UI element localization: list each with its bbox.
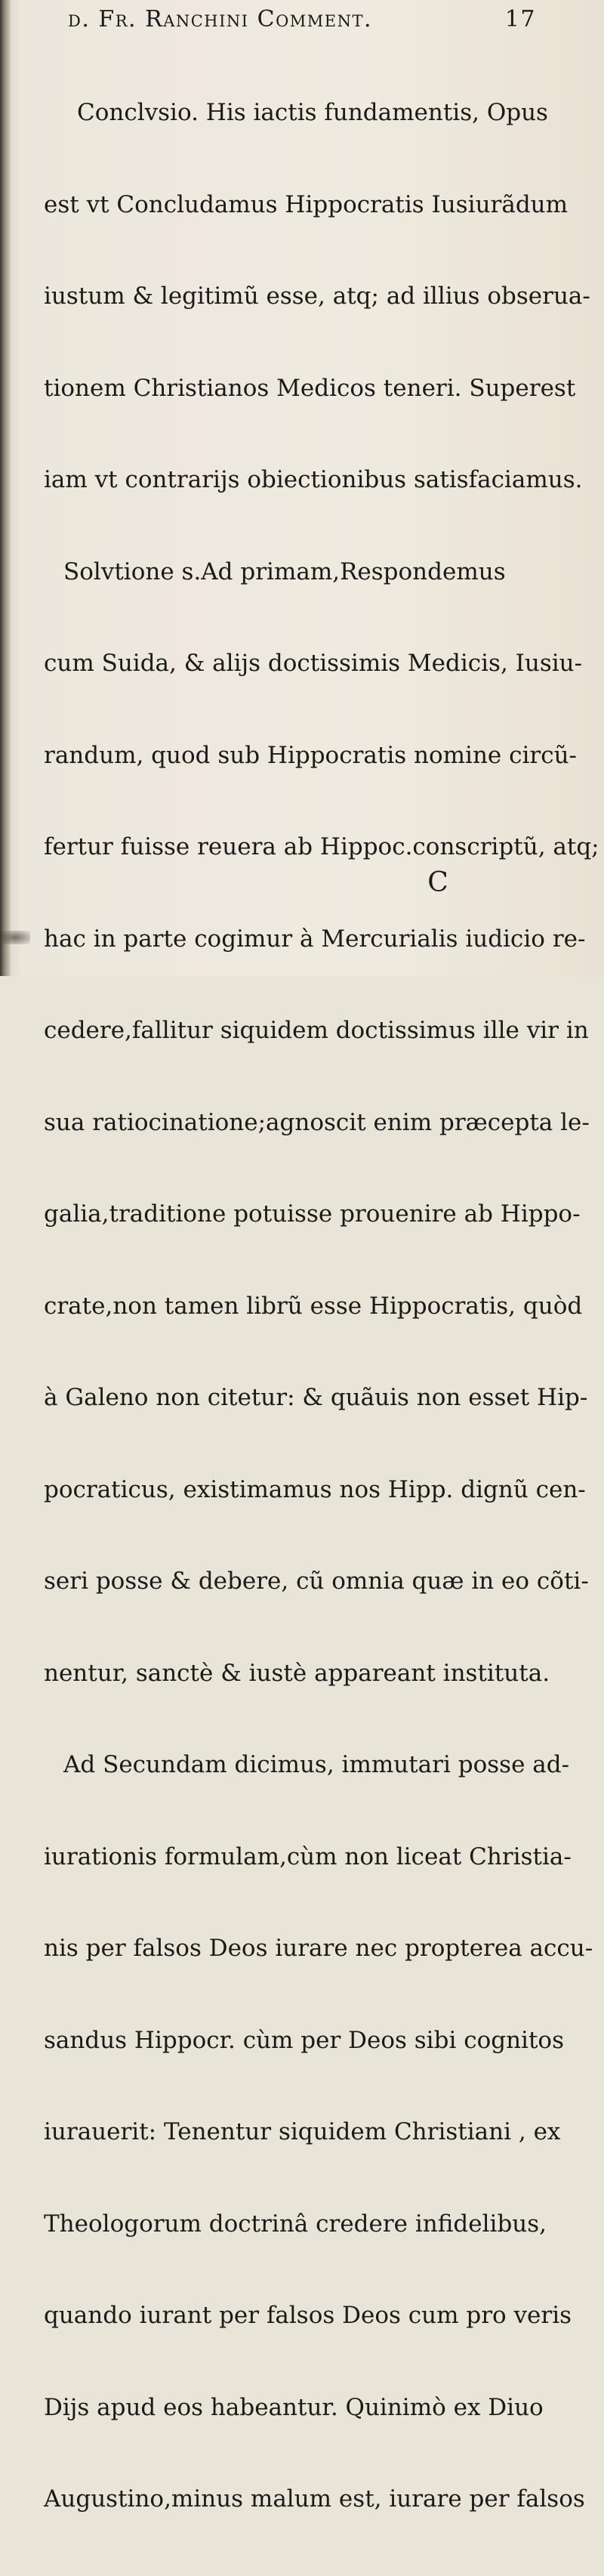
header-title: d. Fr. Ranchini Comment. (68, 6, 373, 32)
text-line: quando iurant per falsos Deos cum pro veris (44, 2302, 572, 2329)
text-line: nis per falsos Deos iurare nec propterea accu- (44, 1935, 593, 1962)
text-line: fertur fuisse reuera ab Hippoc.conscriptũ, atq; (44, 833, 599, 860)
text-line: cum Suida, & alijs doctissimis Medicis, Iusiu- (44, 650, 583, 677)
running-header (68, 6, 536, 36)
text-line: randum, quod sub Hippocratis nomine circũ- (44, 741, 578, 769)
page-number: 17 (504, 6, 536, 32)
text-line: sandus Hippocr. cùm per Deos sibi cognitos (44, 2026, 564, 2054)
text-line: à Galeno non citetur: & quãuis non esset Hip- (44, 1384, 588, 1411)
text-line: seri posse & debere, cũ omnia quæ in eo cõti- (44, 1568, 589, 1595)
body-text (44, 36, 599, 2576)
text-line: pocraticus, existimamus nos Hipp. dignũ cen- (44, 1475, 586, 1503)
text-line: Ad Secundam dicimus, immutari posse ad- (63, 1751, 570, 1778)
text-line: iam vt contrarijs obiectionibus satisfaciamus. (44, 466, 583, 493)
page-gutter (0, 0, 11, 976)
text-line: est vt Concludamus Hippocratis Iusiurãdum (44, 190, 569, 218)
text-line: iurauerit: Tenentur siquidem Christiani , ex (44, 2118, 561, 2145)
ink-smudge (0, 931, 30, 944)
signature-mark: C (427, 867, 448, 898)
text-line: sua ratiocinatione;agnoscit enim præcepta le- (44, 1108, 590, 1136)
text-line: Theologorum doctrinâ credere infidelibus, (44, 2210, 547, 2238)
text-line: Augustino,minus malum est, iurare per falsos (44, 2485, 585, 2513)
text-line: iurationis formulam,cùm non liceat Christia- (44, 1842, 572, 1870)
text-line: Dijs apud eos habeantur. Quinimò ex Diuo (44, 2393, 544, 2421)
text-line: crate,non tamen librũ esse Hippocratis, quòd (44, 1292, 583, 1320)
text-line: Conclvsio. His iactis fundamentis, Opus (77, 99, 548, 126)
text-line: Solvtione s.Ad primam,Respondemus (63, 558, 506, 585)
text-line: iustum & legitimũ esse, atq; ad illius obserua- (44, 283, 590, 310)
text-line: nentur, sanctè & iustè appareant instituta. (44, 1659, 550, 1687)
text-line: cedere,fallitur siquidem doctissimus ille vir in (44, 1017, 589, 1044)
text-line: tionem Christianos Medicos teneri. Superest (44, 374, 576, 402)
text-line: hac in parte cogimur à Mercurialis iudicio re- (44, 925, 586, 953)
text-line: galia,traditione potuisse prouenire ab Hippo- (44, 1200, 581, 1228)
